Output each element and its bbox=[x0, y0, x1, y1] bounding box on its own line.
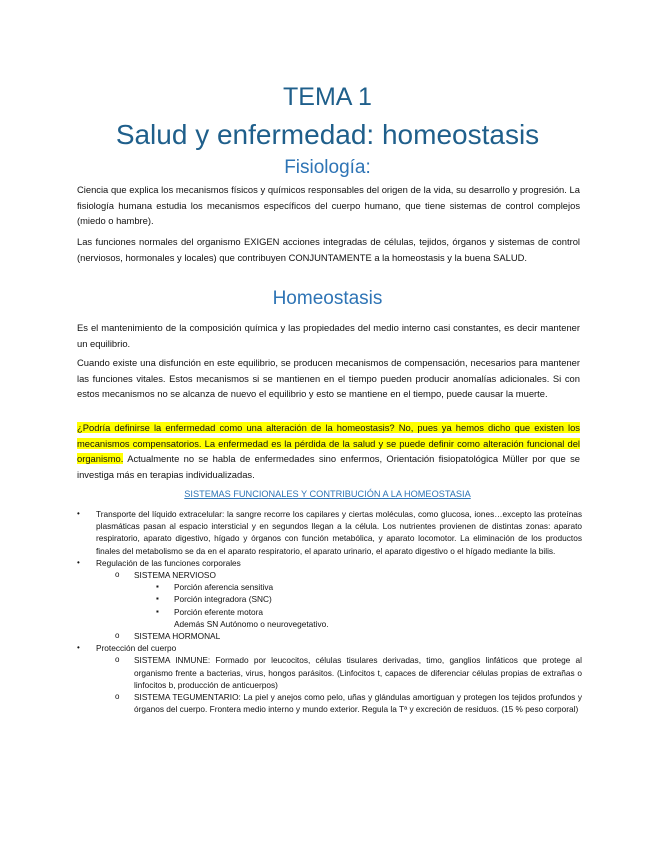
bullet-marker: • bbox=[77, 557, 80, 567]
paragraph-text: Actualmente no se habla de enfermedades sino enfermos, Orientación fisiopatológica Müller por que se investiga más en terapias individualizadas. bbox=[77, 453, 580, 480]
list-item-text: Transporte del líquido extracelular: la sangre recorre los capilares y ciertas moléculas, como glucosa, iones…excepto las proteínas plasmáticas pasan al espacio intersticial y en segundos llegan a la célula. Los nutrientes provienen de distintas zonas: aparato respiratorio, aparato digestivo, hígado y órganos con función metabólica, y aparato locomotor. La eliminación de los productos finales del metabolismo se da en el aparato respiratorio, el aparato urinario, el aparato digestivo o el hígado mediante la bilis. bbox=[96, 509, 582, 556]
circle-marker: o bbox=[115, 631, 120, 641]
circle-marker: o bbox=[115, 655, 120, 665]
list-item bbox=[77, 630, 582, 642]
circle-marker: o bbox=[115, 570, 120, 580]
section-heading-sistemas: SISTEMAS FUNCIONALES Y CONTRIBUCIÓN A LA HOMEOSTASIA bbox=[184, 489, 471, 499]
paragraph-homeostasis-3 bbox=[77, 420, 580, 482]
paragraph-homeostasis-2: Cuando existe una disfunción en este equilibrio, se producen mecanismos de compensación, necesarios para mantener las funciones vitales. Estos mecanismos si se mantienen en el tiempo pueden producir anomalías adicionales. Si con estos mecanismos no se alcanza de nuevo el equilibrio y esto se mantiene en el tiempo, puede causar la muerte. bbox=[77, 357, 580, 399]
list-item-text: Regulación de las funciones corporales bbox=[96, 557, 241, 568]
circle-marker: o bbox=[115, 692, 120, 702]
page-subtitle: Salud y enfermedad: homeostasis bbox=[115, 119, 540, 150]
list-item bbox=[77, 618, 582, 630]
list-item bbox=[77, 569, 582, 581]
list-item-text: SISTEMA NERVIOSO bbox=[134, 570, 216, 581]
section-heading-fisiologia: Fisiología: bbox=[284, 157, 371, 178]
list-item-text: SISTEMA TEGUMENTARIO: La piel y anejos como pelo, uñas y glándulas amortiguan y protegen los tejidos profundos y órganos del cuerpo. Frontera medio interno y mundo exterior. Regula la Tª y excreción de residuos. (15 % peso corporal) bbox=[134, 692, 582, 715]
list-item-text: Porción integradora (SNC) bbox=[174, 594, 272, 605]
list-item bbox=[77, 557, 582, 569]
paragraph-fisiologia-1: Ciencia que explica los mecanismos físicos y químicos responsables del origen de la vida, su desarrollo y progresión. La fisiología humana estudia los mecanismos específicos del cuerpo humano, que tiene sistemas de control complejos (miedo o hambre). bbox=[77, 184, 580, 226]
section-heading-homeostasis: Homeostasis bbox=[272, 288, 383, 309]
bullet-marker: • bbox=[77, 509, 80, 518]
list-item bbox=[77, 642, 582, 654]
paragraph-homeostasis-1: Es el mantenimiento de la composición química y las propiedades del medio interno casi constantes, es decir mantener un equilibrio. bbox=[77, 322, 580, 349]
list-item bbox=[77, 508, 582, 557]
list-item-text: Además SN Autónomo o neurovegetativo. bbox=[174, 618, 329, 629]
square-marker: ▪ bbox=[156, 594, 159, 604]
list-item bbox=[77, 593, 582, 605]
list-item-text: SISTEMA INMUNE: Formado por leucocitos, células tisulares derivadas, timo, ganglios linfáticos que protege al organismo frente a bacterias, virus, hongos parásitos. (Linfocitos t, capaces de diferenciar células propias de extrañas o linfocitos b, producción de anticuerpos) bbox=[134, 655, 582, 690]
bullet-marker: • bbox=[77, 643, 80, 653]
square-marker: ▪ bbox=[156, 606, 159, 616]
list-item-text: Protección del cuerpo bbox=[96, 643, 177, 654]
systems-list bbox=[77, 508, 582, 715]
paragraph-fisiologia-2: Las funciones normales del organismo EXIGEN acciones integradas de células, tejidos, órganos y sistemas de control (nerviosos, hormonales y locales) que contribuyen CONJUNTAMENTE a la homeostasis y la buena SALUD. bbox=[77, 236, 580, 263]
list-item bbox=[77, 581, 582, 593]
list-item-text: SISTEMA HORMONAL bbox=[134, 631, 221, 642]
list-item-text: Porción aferencia sensitiva bbox=[174, 582, 274, 593]
page-title: TEMA 1 bbox=[283, 83, 372, 111]
list-item bbox=[77, 691, 582, 715]
list-item bbox=[77, 606, 582, 618]
highlighted-text: ¿Podría definirse la enfermedad como una alteración de la homeostasis? No, pues ya hemos dicho que existen los mecanismos compensatorios. La enfermedad es la pérdida de la salud y se puede definir como alteración funcional del organismo. bbox=[77, 422, 580, 464]
list-item bbox=[77, 654, 582, 691]
square-marker: ▪ bbox=[156, 582, 159, 592]
list-item-text: Porción eferente motora bbox=[174, 606, 264, 617]
